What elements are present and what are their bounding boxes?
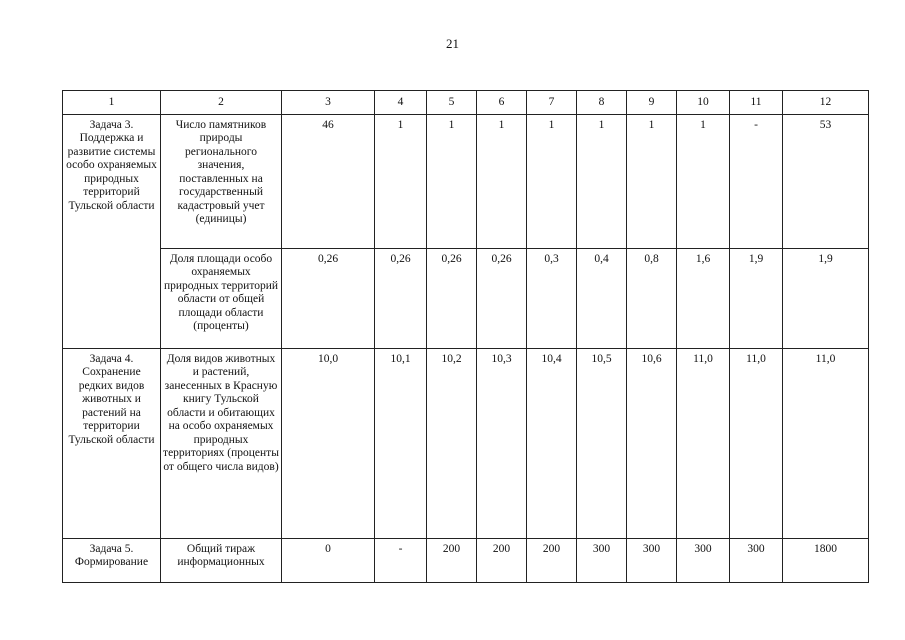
value-cell: 1800 [783,538,869,582]
value-cell: 1 [477,114,527,248]
value-cell: 10,4 [527,348,577,538]
value-cell: 300 [677,538,730,582]
column-header: 12 [783,91,869,115]
column-header: 8 [577,91,627,115]
value-cell: 200 [427,538,477,582]
value-cell: 200 [527,538,577,582]
column-header: 11 [730,91,783,115]
value-cell: 0,26 [427,248,477,348]
column-header: 2 [161,91,282,115]
value-cell: 300 [627,538,677,582]
value-cell: - [730,114,783,248]
value-cell: - [375,538,427,582]
value-cell: 11,0 [783,348,869,538]
column-header: 7 [527,91,577,115]
value-cell: 53 [783,114,869,248]
table-row [63,248,869,348]
value-cell: 0,26 [375,248,427,348]
value-cell: 1 [577,114,627,248]
value-cell: 10,0 [282,348,375,538]
value-cell: 11,0 [677,348,730,538]
page-number: 21 [446,36,459,51]
column-header: 4 [375,91,427,115]
value-cell: 11,0 [730,348,783,538]
value-cell: 1 [627,114,677,248]
value-cell: 1 [527,114,577,248]
value-cell: 0,3 [527,248,577,348]
task-cell: Задача 4. Сохранение редких видов животных и растений на территории Тульской области [63,348,161,538]
value-cell: 1 [427,114,477,248]
value-cell: 1 [375,114,427,248]
column-header: 5 [427,91,477,115]
value-cell: 0,26 [282,248,375,348]
task-cell: Задача 3. Поддержка и развитие системы особо охраняемых природных территорий Тульской области [63,114,161,348]
value-cell: 1 [677,114,730,248]
task-cell: Задача 5. Формирование [63,538,161,582]
indicator-cell: Общий тираж информационных [161,538,282,582]
value-cell: 1,9 [783,248,869,348]
value-cell: 10,3 [477,348,527,538]
value-cell: 10,1 [375,348,427,538]
value-cell: 0,4 [577,248,627,348]
indicator-cell: Доля видов животных и растений, занесенных в Красную книгу Тульской области и обитающих на особо охраняемых природных территориях (проценты от общего числа видов) [161,348,282,538]
value-cell: 0,8 [627,248,677,348]
value-cell: 200 [477,538,527,582]
value-cell: 10,2 [427,348,477,538]
column-header: 10 [677,91,730,115]
column-header: 1 [63,91,161,115]
table-row [63,538,869,582]
indicator-cell: Число памятников природы регионального значения, поставленных на государственный кадастровый учет (единицы) [161,114,282,248]
indicators-table [62,90,869,583]
table-header-row [63,91,869,115]
value-cell: 300 [577,538,627,582]
column-header: 6 [477,91,527,115]
value-cell: 0 [282,538,375,582]
table-row [63,348,869,538]
table-row [63,114,869,248]
value-cell: 1,9 [730,248,783,348]
value-cell: 10,5 [577,348,627,538]
column-header: 9 [627,91,677,115]
value-cell: 46 [282,114,375,248]
value-cell: 10,6 [627,348,677,538]
value-cell: 1,6 [677,248,730,348]
value-cell: 300 [730,538,783,582]
indicator-cell: Доля площади особо охраняемых природных территорий области от общей площади области (проценты) [161,248,282,348]
column-header: 3 [282,91,375,115]
value-cell: 0,26 [477,248,527,348]
